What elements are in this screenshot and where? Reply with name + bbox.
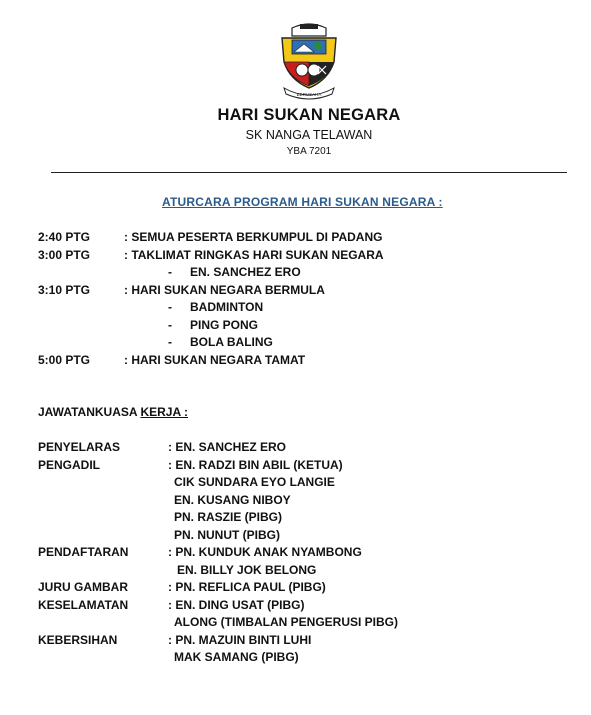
bullet-dash: - [168,300,172,314]
committee-role: JURU GAMBAR [38,580,128,594]
program-desc: : SEMUA PESERTA BERKUMPUL DI PADANG [124,230,383,244]
program-time: 3:00 PTG [38,248,91,262]
committee-role: KESELAMATAN [38,598,129,612]
header-divider [51,172,567,173]
committee-member: : EN. SANCHEZ ERO [168,440,287,454]
svg-text:BERUSAHA: BERUSAHA [296,92,322,97]
program-time: 3:10 PTG [38,283,91,297]
committee-member: MAK SAMANG (PIBG) [174,650,299,664]
committee-member: CIK SUNDARA EYO LANGIE [174,475,335,489]
committee-member: : EN. DING USAT (PIBG) [168,598,305,612]
bullet-dash: - [168,335,172,349]
committee-role: PENDAFTARAN [38,545,129,559]
committee-member: : PN. KUNDUK ANAK NYAMBONG [168,545,362,559]
school-code: YBA 7201 [286,146,332,157]
program-desc: : HARI SUKAN NEGARA BERMULA [124,283,325,297]
bullet-dash: - [168,318,172,332]
program-sub-item: PING PONG [190,318,259,332]
committee-member: : EN. RADZI BIN ABIL (KETUA) [168,458,343,472]
program-sub-item: BOLA BALING [190,335,273,349]
page-title: HARI SUKAN NEGARA [217,106,401,124]
committee-member: ALONG (TIMBALAN PENGERUSI PIBG) [174,615,398,629]
committee-member: PN. RASZIE (PIBG) [174,510,283,524]
program-heading: ATURCARA PROGRAM HARI SUKAN NEGARA : [162,195,443,209]
committee-heading: JAWATANKUASA KERJA : [38,405,189,419]
program-sub-item: BADMINTON [190,300,264,314]
program-desc: : TAKLIMAT RINGKAS HARI SUKAN NEGARA [124,248,384,262]
program-time: 5:00 PTG [38,353,91,367]
committee-member: EN. KUSANG NIBOY [174,493,291,507]
committee-member: : PN. REFLICA PAUL (PIBG) [168,580,326,594]
committee-member: : PN. MAZUIN BINTI LUHI [168,633,312,647]
school-name: SK NANGA TELAWAN [245,128,373,142]
program-sub-item: EN. SANCHEZ ERO [190,265,301,279]
committee-member: PN. NUNUT (PIBG) [174,528,280,542]
bullet-dash: - [168,265,172,279]
committee-role: PENGADIL [38,458,101,472]
committee-role: PENYELARAS [38,440,121,454]
committee-role: KEBERSIHAN [38,633,118,647]
committee-member: EN. BILLY JOK BELONG [177,563,317,577]
school-crest-logo [278,22,340,102]
program-time: 2:40 PTG [38,230,91,244]
program-desc: : HARI SUKAN NEGARA TAMAT [124,353,306,367]
